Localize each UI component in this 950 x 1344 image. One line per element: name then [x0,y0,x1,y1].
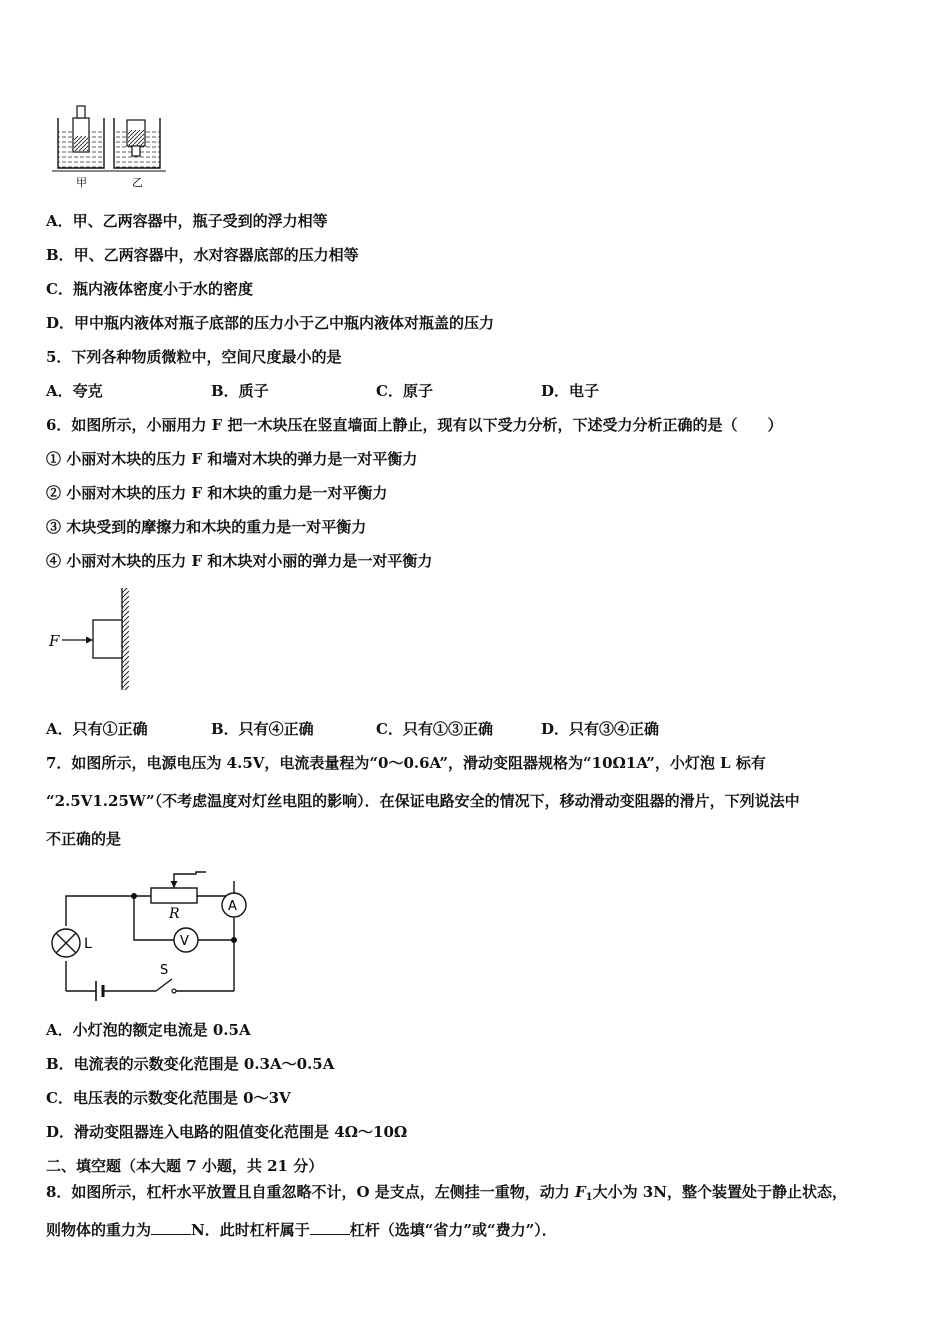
container-yi [114,118,160,168]
label-l: L [84,936,92,952]
q6-option-d: D．只有③④正确 [541,720,660,738]
q7-stem-line1: 7．如图所示，电源电压为 4.5V，电流表量程为“0～0.6A”，滑动变阻器规格为“10Ω1A”，小灯泡 L 标有 [46,754,766,772]
label-r: R [169,906,180,922]
q7-stem-line3: 不正确的是 [46,830,122,848]
label-jia: 甲 [76,176,87,189]
rheostat-r [151,888,197,903]
label-yi: 乙 [132,176,143,189]
q6-option-b: B．只有④正确 [211,720,314,738]
q6-option-c: C．只有①③正确 [376,720,493,738]
q6-statement-2: ② 小丽对木块的压力 F 和木块的重力是一对平衡力 [46,484,388,502]
label-s: S [160,963,169,978]
force-label: F [49,632,60,650]
q5-option-a: A．夸克 [46,382,103,400]
q7-option-a: A．小灯泡的额定电流是 0.5A [46,1021,251,1039]
q4-figure [50,100,170,192]
q4-option-d: D．甲中瓶内液体对瓶子底部的压力小于乙中瓶内液体对瓶盖的压力 [46,314,495,332]
q5-option-c: C．原子 [376,382,433,400]
container-jia [58,106,104,168]
q6-statement-1: ① 小丽对木块的压力 F 和墙对木块的弹力是一对平衡力 [46,450,418,468]
q4-option-a: A．甲、乙两容器中，瓶子受到的浮力相等 [46,212,328,230]
q6-statement-3: ③ 木块受到的摩擦力和木块的重力是一对平衡力 [46,518,367,536]
answer-blank-2[interactable] [310,1220,350,1235]
label-a: A [228,899,237,914]
label-v: V [180,934,189,949]
wall [122,588,129,690]
q5-option-d: D．电子 [541,382,600,400]
force-symbol: F [574,1183,586,1201]
q7-stem-line2: “2.5V1.25W”（不考虑温度对灯丝电阻的影响）．在保证电路安全的情况下，移动滑动变阻器的滑片，下列说法中 [46,792,800,810]
q4-option-c: C．瓶内液体密度小于水的密度 [46,280,253,298]
q8-line1: 8．如图所示，杠杆水平放置且自重忽略不计，O 是支点，左侧挂一重物，动力 $F_1$大小为 3N，整个装置处于静止状态， [46,1183,847,1203]
wood-block [93,620,122,658]
q6-option-a: A．只有①正确 [46,720,148,738]
q7-option-d: D．滑动变阻器连入电路的阻值变化范围是 4Ω～10Ω [46,1123,408,1141]
q7-option-c: C．电压表的示数变化范围是 0～3V [46,1089,291,1107]
q7-option-b: B．电流表的示数变化范围是 0.3A～0.5A [46,1055,335,1073]
answer-blank-1[interactable] [151,1220,191,1235]
q8-line2: 则物体的重力为 N．此时杠杆属于 杠杆（选填“省力”或“费力”）． [46,1221,557,1239]
q5-stem: 5．下列各种物质微粒中，空间尺度最小的是 [46,348,342,366]
switch-s [172,989,176,993]
q6-figure [44,586,144,694]
q5-option-b: B．质子 [211,382,269,400]
q6-statement-4: ④ 小丽对木块的压力 F 和木块对小丽的弹力是一对平衡力 [46,552,433,570]
q6-stem: 6．如图所示，小丽用力 F 把一木块压在竖直墙面上静止，现有以下受力分析，下述受力分析正确的是（ ） [46,416,783,434]
force-arrow [86,637,93,644]
q4-option-b: B．甲、乙两容器中，水对容器底部的压力相等 [46,246,359,264]
section-2-title: 二、填空题（本大题 7 小题，共 21 分） [46,1157,324,1175]
q7-circuit [46,866,256,1000]
slider-arrow [171,881,178,888]
